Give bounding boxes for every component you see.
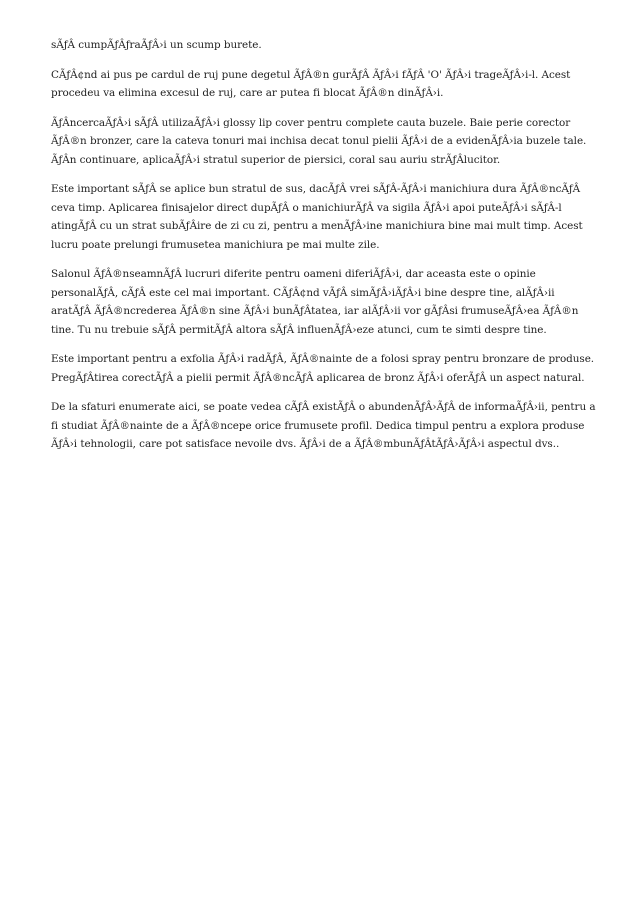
paragraph-5: Salonul ÃƒÂ®nseamnÃƒÂ lucruri diferite pentru oameni diferiÃƒÂ›i, dar aceasta este o opinie personalÃƒÂ, cÃƒÂ este cel mai important. CÃƒÂ¢nd vÃƒÂ simÃƒÂ›iÃƒÂ›i bine despre tine, alÃƒÂ›ii aratÃƒÂ ÃƒÂ®ncrederea ÃƒÂ®n sine ÃƒÂ›i bunÃƒÂtatea, iar alÃƒÂ›ii vor gÃƒÂsi frumuseÃƒÂ›ea ÃƒÂ®n tine. Tu nu trebuie sÃƒÂ permitÃƒÂ altora sÃƒÂ influenÃƒÂ›eze atunci, cum te simti despre tine. [51,268,579,336]
paragraph-6: Este important pentru a exfolia ÃƒÂ›i radÃƒÂ, ÃƒÂ®nainte de a folosi spray pentru bronzare de produse. PregÃƒÂtirea corectÃƒÂ a pielii permit ÃƒÂ®ncÃƒÂ aplicarea de bronz ÃƒÂ›i oferÃƒÂ un aspect natural. [51,353,595,384]
paragraph-3: ÃƒÂncercaÃƒÂ›i sÃƒÂ utilizaÃƒÂ›i glossy lip cover pentru complete cauta buzele. Baie perie corector ÃƒÂ®n bronzer, care la cateva tonuri mai inchisa decat tonul pielii ÃƒÂ›i de a evidenÃƒÂ›ia buzele tale. ÃƒÂn continuare, aplicaÃƒÂ›i stratul superior de piersici, coral sau auriu strÃƒÂlucitor. [51,116,587,166]
paragraph-7: De la sfaturi enumerate aici, se poate vedea cÃƒÂ existÃƒÂ o abundenÃƒÂ›ÃƒÂ de informaÃƒÂ›ii, pentru a fi studiat ÃƒÂ®nainte de a ÃƒÂ®ncepe orice frumusete profil. Dedica timpul pentru a explora produse ÃƒÂ›i tehnologii, care pot satisface nevoile dvs. ÃƒÂ›i de a ÃƒÂ®mbunÃƒÂtÃƒÂ›ÃƒÂ›i aspectul dvs.. [51,401,596,450]
paragraph-2: CÃƒÂ¢nd ai pus pe cardul de ruj pune degetul ÃƒÂ®n gurÃƒÂ ÃƒÂ›i fÃƒÂ 'O' ÃƒÂ›i trageÃƒÂ›i-l. Acest procedeu va elimina excesul de ruj, care ar putea fi blocat ÃƒÂ®n dinÃƒÂ›i. [51,68,571,99]
document-body [51,36,596,465]
paragraph-4: Este important sÃƒÂ se aplice bun stratul de sus, dacÃƒÂ vrei sÃƒÂ-ÃƒÂ›i manichiura dura ÃƒÂ®ncÃƒÂ ceva timp. Aplicarea finisajelor direct dupÃƒÂ o manichiurÃƒÂ va sigila ÃƒÂ›i apoi puteÃƒÂ›i sÃƒÂ-l atingÃƒÂ cu un strat subÃƒÂire de zi cu zi, pentru a menÃƒÂ›ine manichiura bine mai mult timp. Acest lucru poate prelungi frumusetea manichiura pe mai multe zile. [51,183,583,251]
paragraph-1: sÃƒÂ cumpÃƒÂƒraÃƒÂ›i un scump burete. [51,39,262,51]
